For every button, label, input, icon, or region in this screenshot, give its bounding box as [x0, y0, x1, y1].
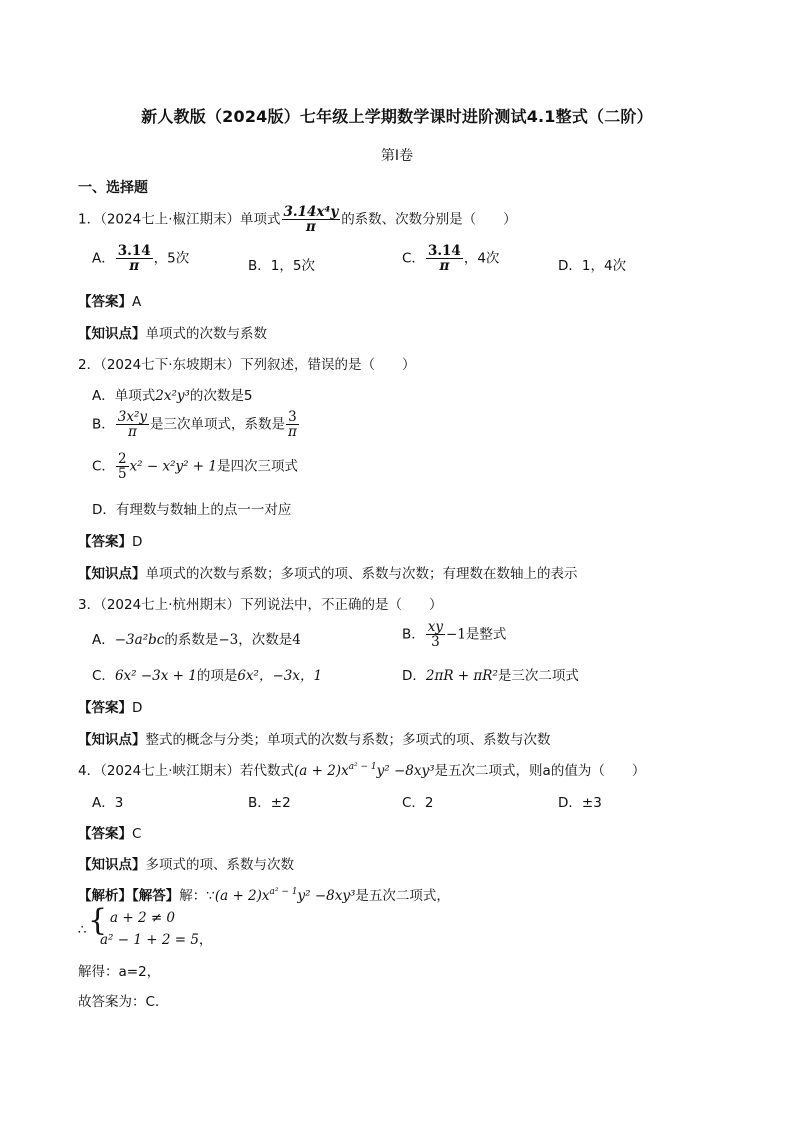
q2-option-b[interactable]: B． $\frac{\text{3x²y}}{\pi}$ 是三次单项式，系数是 $\frac{3}{\pi}$: [92, 409, 297, 441]
q4-answer: 【答案】C: [78, 826, 142, 842]
q4-option-b[interactable]: B．±2: [248, 795, 291, 811]
q3-option-c[interactable]: C．6x² −3x + 1的项是6x²，−3x，1: [92, 668, 323, 684]
q1-knowledge-point: 【知识点】单项式的次数与系数: [78, 326, 267, 342]
q2-option-a[interactable]: A．单项式2x²y³的次数是5: [92, 388, 253, 404]
q3-knowledge-point: 【知识点】整式的概念与分类；单项式的次数与系数；多项式的项、系数与次数: [78, 732, 551, 748]
q4-knowledge-point: 【知识点】多项式的项、系数与次数: [78, 857, 294, 873]
q4-analysis: 【解析】【解答】解：∵(a + $2)x^{a^2 - 1}y^2 -8xy^3$是五次二项式，: [78, 887, 450, 904]
q2-answer: 【答案】D: [78, 534, 143, 550]
question-3-stem: 3．（2024七上·杭州期末）下列说法中，不正确的是（ ）: [78, 597, 443, 613]
system-equation-2: a² − 1 + 2 = 5，: [100, 932, 213, 948]
q3-option-d[interactable]: D．2πR + πR²是三次二项式: [402, 668, 579, 684]
q4-option-d[interactable]: D．±3: [558, 795, 602, 811]
question-4-stem: 4．（2024七上·峡江期末）若代数式$(a + 2)x^{a^2 - 1}y^2 -8xy^3$是五次二项式，则a的值为（ ）: [78, 762, 646, 779]
q1-option-d[interactable]: D．1，4次: [558, 258, 627, 274]
conclusion-line: 故答案为：C.: [78, 994, 160, 1010]
q1-option-a[interactable]: A． $\frac{3.14}{\pi}$ ，5次: [92, 243, 190, 275]
q2-knowledge-point: 【知识点】单项式的次数与系数；多项式的项、系数与次数；有理数在数轴上的表示: [78, 566, 578, 582]
q1-answer: 【答案】A: [78, 294, 142, 310]
q2-option-c[interactable]: C． $\frac{2}{5}$ x² − x²y² + 1是四次三项式: [92, 451, 298, 483]
q1-option-c[interactable]: C． $\frac{3.14}{\pi}$ ，4次: [402, 243, 500, 275]
system-brace: {: [88, 903, 108, 938]
volume-label: 第Ⅰ卷: [380, 148, 414, 164]
therefore-symbol: ∴: [78, 922, 87, 938]
section-heading: 一、选择题: [78, 180, 148, 196]
q4-option-c[interactable]: C．2: [402, 795, 434, 811]
question-2-stem: 2．（2024七下·东坡期末）下列叙述，错误的是（ ）: [78, 357, 416, 373]
q3-option-a[interactable]: A．−3a²bc的系数是−3，次数是4: [92, 632, 301, 648]
system-equation-1: a + 2 ≠ 0: [110, 910, 176, 926]
question-1-stem: 1．（2024七上·椒江期末）单项式 $\frac{\text{3.14x⁴y}}{\pi}$ 的系数、次数分别是（ ）: [78, 204, 517, 236]
q1-stem-fraction: $\frac{\text{3.14x⁴y}}{\pi}$: [283, 204, 339, 236]
q3-option-b[interactable]: B． $\frac{xy}{3}$ −1是整式: [402, 619, 507, 651]
solution-line: 解得：a=2，: [78, 964, 161, 980]
q4-option-a[interactable]: A．3: [92, 795, 124, 811]
q2-option-d[interactable]: D．有理数与数轴上的点一一对应: [92, 502, 292, 518]
q3-answer: 【答案】D: [78, 700, 143, 716]
page-title: 新人教版（2024版）七年级上学期数学课时进阶测试4.1整式（二阶）: [141, 107, 653, 126]
q1-option-b[interactable]: B．1，5次: [248, 258, 315, 274]
